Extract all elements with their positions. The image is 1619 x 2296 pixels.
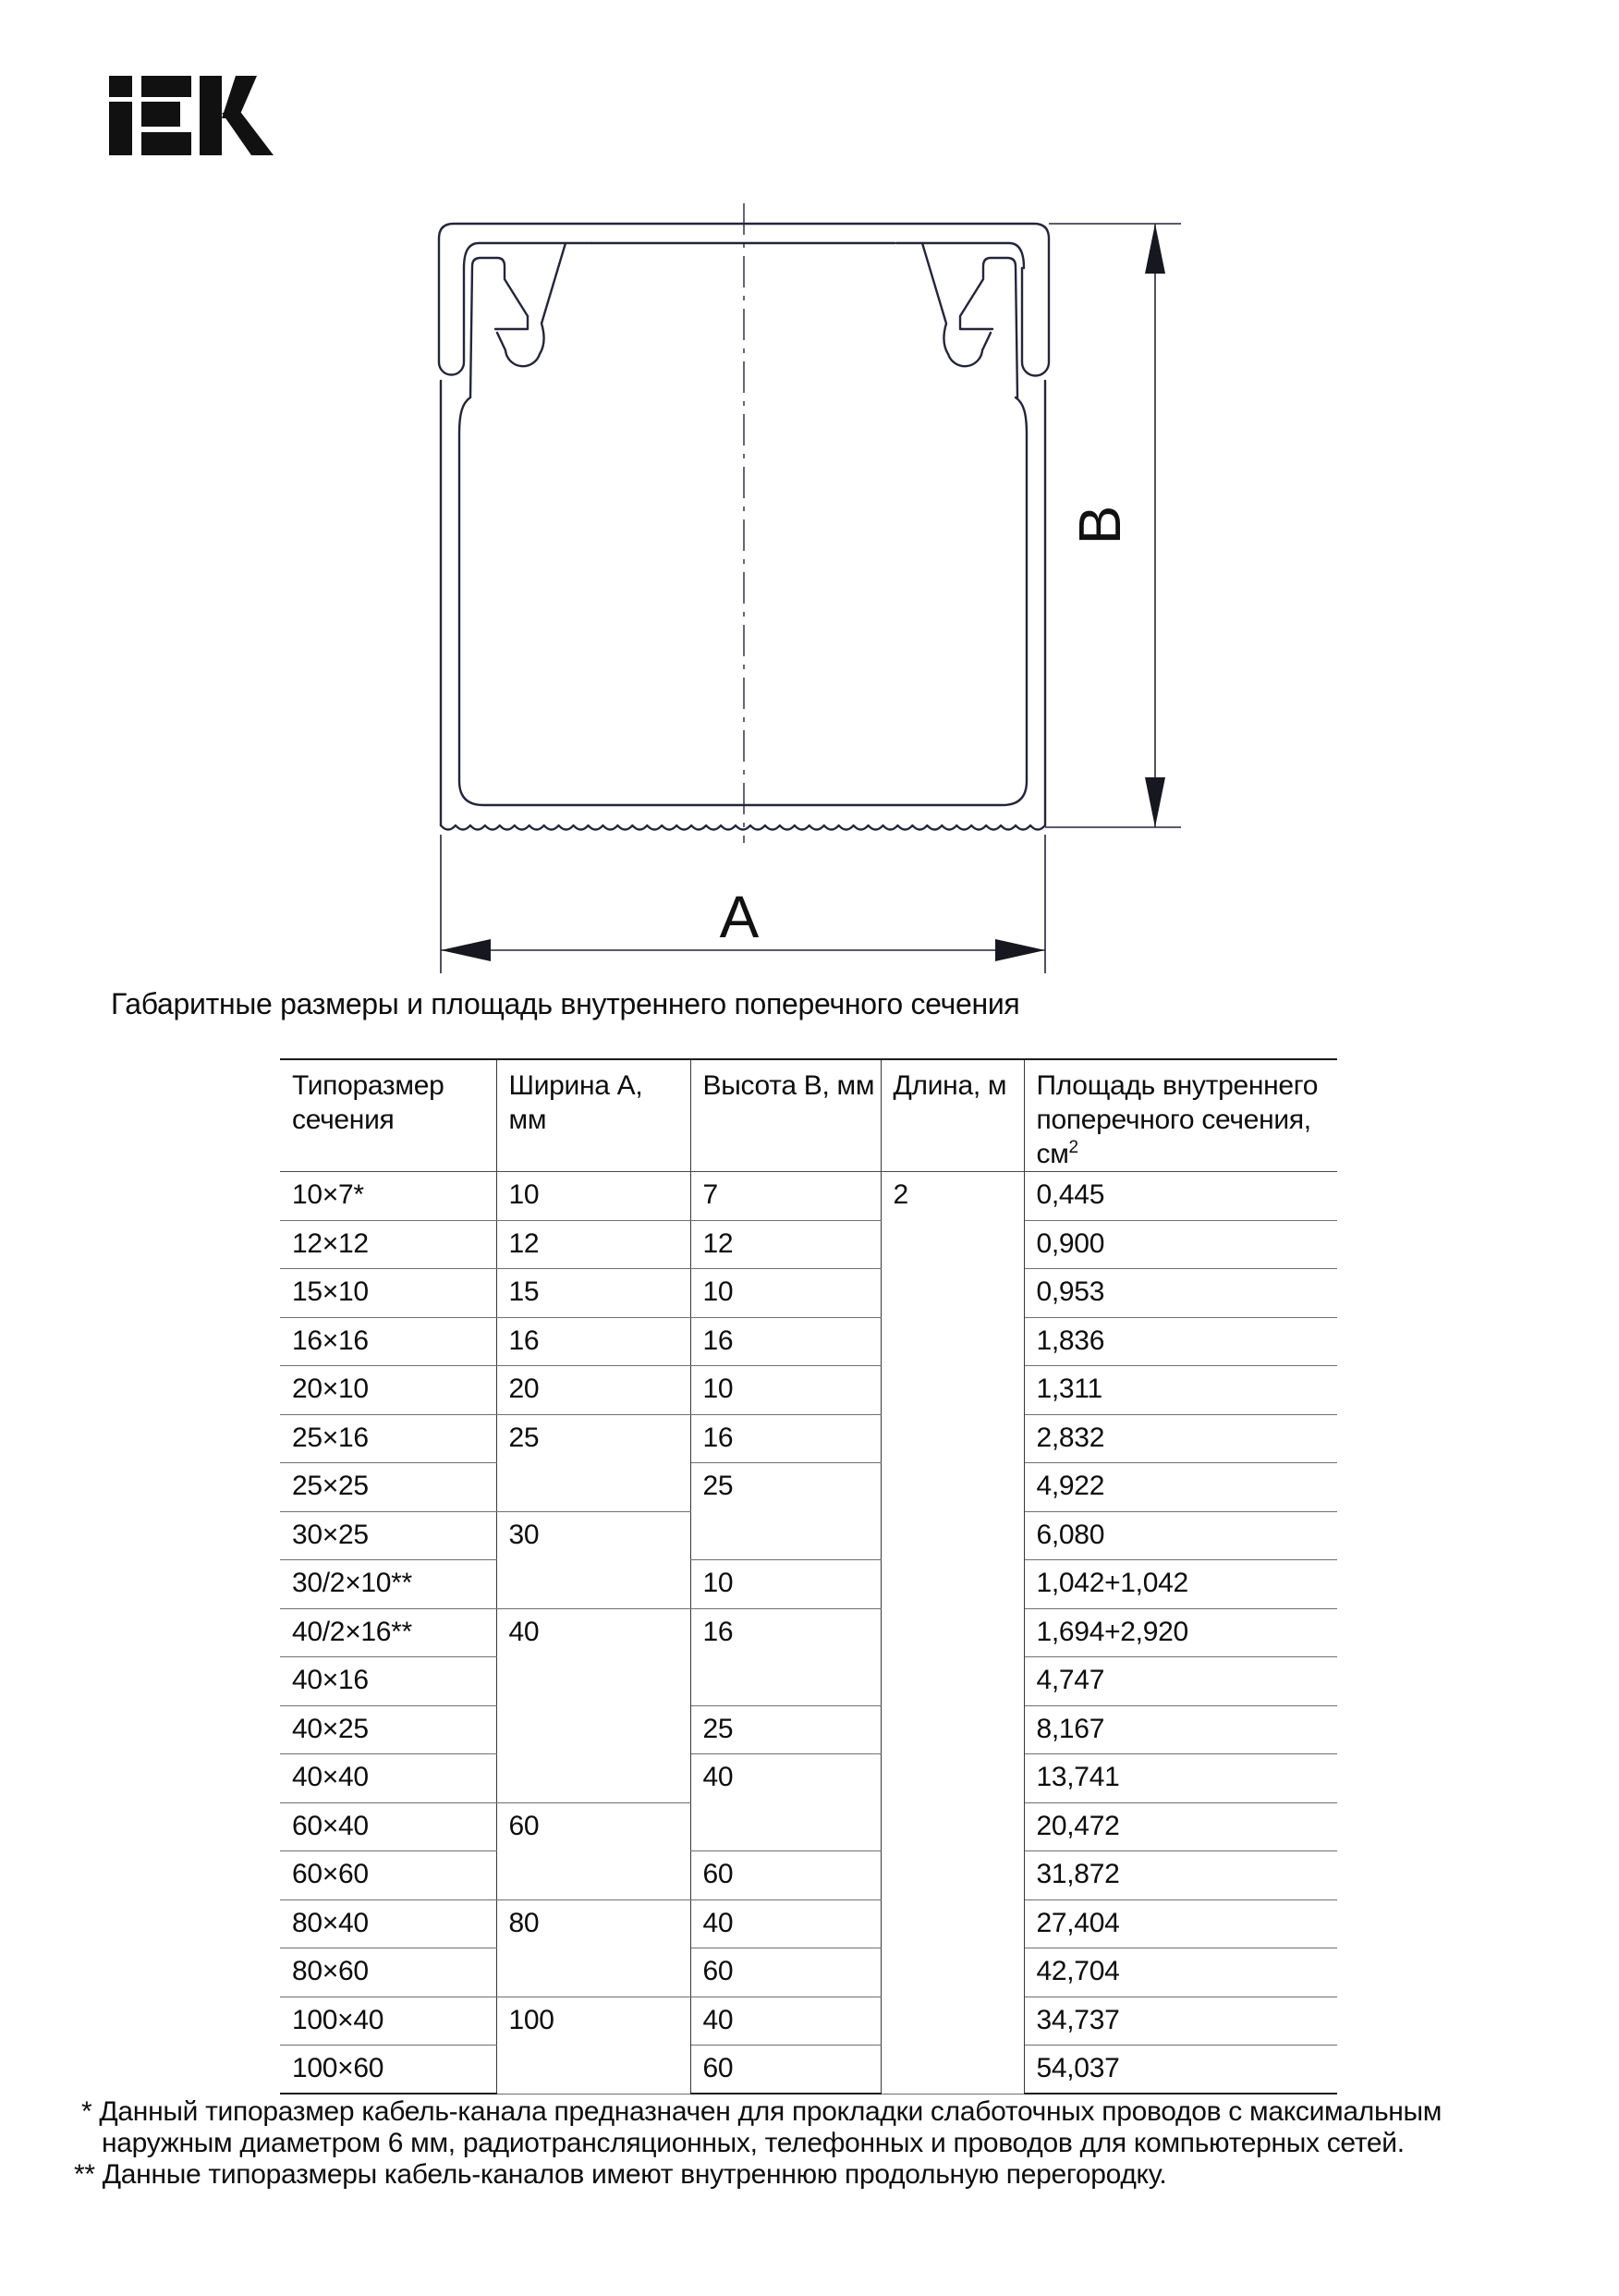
table-cell: 4,922 — [1024, 1463, 1337, 1512]
table-cell: 60×40 — [280, 1802, 496, 1851]
table-row — [280, 1608, 1337, 1657]
table-row — [280, 1899, 1337, 1948]
table-cell: 40/2×16** — [280, 1608, 496, 1657]
table-cell: 8,167 — [1024, 1705, 1337, 1754]
table-cell: 16 — [690, 1317, 881, 1366]
table-cell: 12 — [690, 1220, 881, 1269]
table-cell: 0,900 — [1024, 1220, 1337, 1269]
table-cell: 40 — [690, 1754, 881, 1851]
footnotes — [74, 2096, 1552, 2191]
dimension-a — [441, 835, 1045, 973]
table-header-cell: Типоразмер сечения — [280, 1059, 496, 1172]
table-cell: 100 — [496, 1997, 690, 2094]
table-row — [280, 1269, 1337, 1318]
table-row — [280, 1172, 1337, 1221]
table-row — [280, 1414, 1337, 1463]
table-row — [280, 1463, 1337, 1512]
table-cell: 1,694+2,920 — [1024, 1608, 1337, 1657]
table-body — [280, 1172, 1337, 2094]
table-header-cell: Площадь внутреннего поперечного сечения, $см^2$ — [1024, 1059, 1337, 1172]
table-cell: 6,080 — [1024, 1511, 1337, 1560]
table-header — [280, 1059, 1337, 1172]
table-cell: 25 — [496, 1414, 690, 1511]
table-cell: 40×40 — [280, 1754, 496, 1803]
dim-label-a: A — [719, 884, 760, 950]
table-cell: 54,037 — [1024, 2046, 1337, 2094]
table-cell: 15×10 — [280, 1269, 496, 1318]
table-cell: 10 — [496, 1172, 690, 1221]
table-row — [280, 1317, 1337, 1366]
table-row — [280, 1948, 1337, 1997]
table-cell: 12×12 — [280, 1220, 496, 1269]
table-row — [280, 2046, 1337, 2094]
table-cell: 60×60 — [280, 1851, 496, 1900]
table-cell: 25×25 — [280, 1463, 496, 1512]
table-row — [280, 1705, 1337, 1754]
table-cell: 42,704 — [1024, 1948, 1337, 1997]
table-cell: 20 — [496, 1366, 690, 1415]
table-cell: 40 — [496, 1608, 690, 1802]
cross-section-drawing — [0, 0, 1619, 1017]
table-cell: 30/2×10** — [280, 1560, 496, 1609]
table-row — [280, 1851, 1337, 1900]
table-cell: 0,953 — [1024, 1269, 1337, 1318]
dimensions-table — [280, 1058, 1337, 2094]
table-cell: 80×60 — [280, 1948, 496, 1997]
table-cell: 10 — [690, 1269, 881, 1318]
table-cell: 30 — [496, 1511, 690, 1608]
table-row — [280, 1754, 1337, 1803]
table-cell: 20,472 — [1024, 1802, 1337, 1851]
table-cell: 100×60 — [280, 2046, 496, 2094]
table-cell: 80 — [496, 1899, 690, 1997]
table-cell: 10 — [690, 1366, 881, 1415]
table-cell: 1,042+1,042 — [1024, 1560, 1337, 1609]
table-cell: 16 — [690, 1608, 881, 1705]
table-cell: 10 — [690, 1560, 881, 1609]
table-cell: 80×40 — [280, 1899, 496, 1948]
table-cell: 15 — [496, 1269, 690, 1318]
table-cell: 20×10 — [280, 1366, 496, 1415]
table-cell: 1,836 — [1024, 1317, 1337, 1366]
table-cell: 25 — [690, 1705, 881, 1754]
profile-clip-right — [896, 243, 1024, 397]
table-cell: 13,741 — [1024, 1754, 1337, 1803]
table-header-cell: Ширина А, мм — [496, 1059, 690, 1172]
table-cell: 60 — [496, 1802, 690, 1899]
table-row — [280, 1560, 1337, 1609]
table-cell: 31,872 — [1024, 1851, 1337, 1900]
table-header-cell: Высота В, мм — [690, 1059, 881, 1172]
dimension-b — [1045, 224, 1181, 827]
table-cell: 40 — [690, 1899, 881, 1948]
table-cell: 16×16 — [280, 1317, 496, 1366]
table-cell: 12 — [496, 1220, 690, 1269]
table-cell: 100×40 — [280, 1997, 496, 2046]
table-cell: 16 — [690, 1414, 881, 1463]
table-cell: 7 — [690, 1172, 881, 1221]
table-row — [280, 1997, 1337, 2046]
section-title: Габаритные размеры и площадь внутреннего поперечного сечения — [111, 987, 1020, 1020]
table-row — [280, 1366, 1337, 1415]
profile-clip-left — [464, 243, 591, 397]
footnote-line: наружным диаметром 6 мм, радиотрансляционных, телефонных и проводов для компьютерных сетей. — [102, 2128, 1405, 2158]
table-cell: 10×7* — [280, 1172, 496, 1221]
table-cell: 16 — [496, 1317, 690, 1366]
table-cell: 60 — [690, 1851, 881, 1900]
profile-base — [441, 381, 1045, 830]
table-row — [280, 1220, 1337, 1269]
table-cell: 30×25 — [280, 1511, 496, 1560]
table-cell: 2 — [881, 1172, 1024, 2094]
dim-label-b: B — [1066, 505, 1133, 545]
table-cell: 1,311 — [1024, 1366, 1337, 1415]
table-cell: 60 — [690, 1948, 881, 1997]
table-cell: 27,404 — [1024, 1899, 1337, 1948]
table-cell: 40×16 — [280, 1657, 496, 1706]
table-cell: 0,445 — [1024, 1172, 1337, 1221]
table-cell: 34,737 — [1024, 1997, 1337, 2046]
footnote-line: ** Данные типоразмеры кабель-каналов имеют внутреннюю продольную перегородку. — [74, 2159, 1167, 2190]
table-cell: 2,832 — [1024, 1414, 1337, 1463]
table-cell: 25×16 — [280, 1414, 496, 1463]
table-cell: 40×25 — [280, 1705, 496, 1754]
serrated-bottom-edge — [441, 825, 1045, 830]
table-header-cell: Длина, м — [881, 1059, 1024, 1172]
table-cell: 40 — [690, 1997, 881, 2046]
table-cell: 4,747 — [1024, 1657, 1337, 1706]
footnote-line: * Данный типоразмер кабель-канала предназначен для прокладки слаботочных проводов с максимальным — [81, 2096, 1442, 2127]
table-cell: 25 — [690, 1463, 881, 1560]
table-cell: 60 — [690, 2046, 881, 2094]
